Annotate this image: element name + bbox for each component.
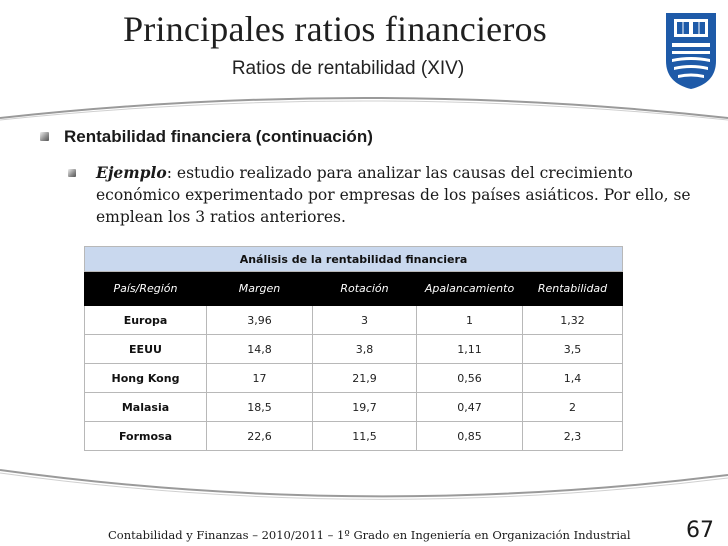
profitability-cell: 2: [523, 393, 623, 422]
rotation-cell: 19,7: [313, 393, 417, 422]
slide-footer: Contabilidad y Finanzas – 2010/2011 – 1º Grado en Ingeniería en Organización Industrial: [108, 528, 631, 542]
main-bullet-text: Rentabilidad financiera (continuación): [64, 127, 373, 146]
page-number: 67: [686, 518, 714, 543]
column-header: Rentabilidad: [523, 272, 623, 306]
leverage-cell: 0,56: [417, 364, 523, 393]
region-cell: Hong Kong: [85, 364, 207, 393]
leverage-cell: 1,11: [417, 335, 523, 364]
region-cell: EEUU: [85, 335, 207, 364]
example-text: : estudio realizado para analizar las causas del crecimiento económico experimentado por empresas de los países asiáticos. Por ello, se emplean los 3 ratios anteriores.: [96, 164, 691, 226]
margin-cell: 22,6: [207, 422, 313, 451]
leverage-cell: 0,47: [417, 393, 523, 422]
margin-cell: 17: [207, 364, 313, 393]
region-cell: Malasia: [85, 393, 207, 422]
table-row: [85, 422, 623, 451]
table-caption: Análisis de la rentabilidad financiera: [85, 247, 623, 272]
table-row: [85, 335, 623, 364]
margin-cell: 14,8: [207, 335, 313, 364]
column-header: Rotación: [313, 272, 417, 306]
profitability-cell: 2,3: [523, 422, 623, 451]
rotation-cell: 3: [313, 306, 417, 335]
table-row: [85, 306, 623, 335]
profitability-table: [84, 246, 623, 451]
leverage-cell: 0,85: [417, 422, 523, 451]
column-header: País/Región: [85, 272, 207, 306]
region-cell: Formosa: [85, 422, 207, 451]
column-header: Margen: [207, 272, 313, 306]
square-bullet-icon: [68, 169, 76, 177]
rotation-cell: 11,5: [313, 422, 417, 451]
margin-cell: 18,5: [207, 393, 313, 422]
profitability-cell: 3,5: [523, 335, 623, 364]
slide-subtitle: Ratios de rentabilidad (XIV): [231, 58, 465, 79]
column-header: Apalancamiento: [417, 272, 523, 306]
table-row: [85, 393, 623, 422]
region-cell: Europa: [85, 306, 207, 335]
rotation-cell: 3,8: [313, 335, 417, 364]
leverage-cell: 1: [417, 306, 523, 335]
example-label: Ejemplo: [96, 163, 167, 182]
profitability-cell: 1,4: [523, 364, 623, 393]
table-row: [85, 364, 623, 393]
square-bullet-icon: [40, 132, 49, 141]
slide-title: Principales ratios financieros: [123, 9, 547, 49]
rotation-cell: 21,9: [313, 364, 417, 393]
university-logo-icon: [664, 11, 718, 91]
example-paragraph: [96, 162, 708, 228]
margin-cell: 3,96: [207, 306, 313, 335]
profitability-cell: 1,32: [523, 306, 623, 335]
